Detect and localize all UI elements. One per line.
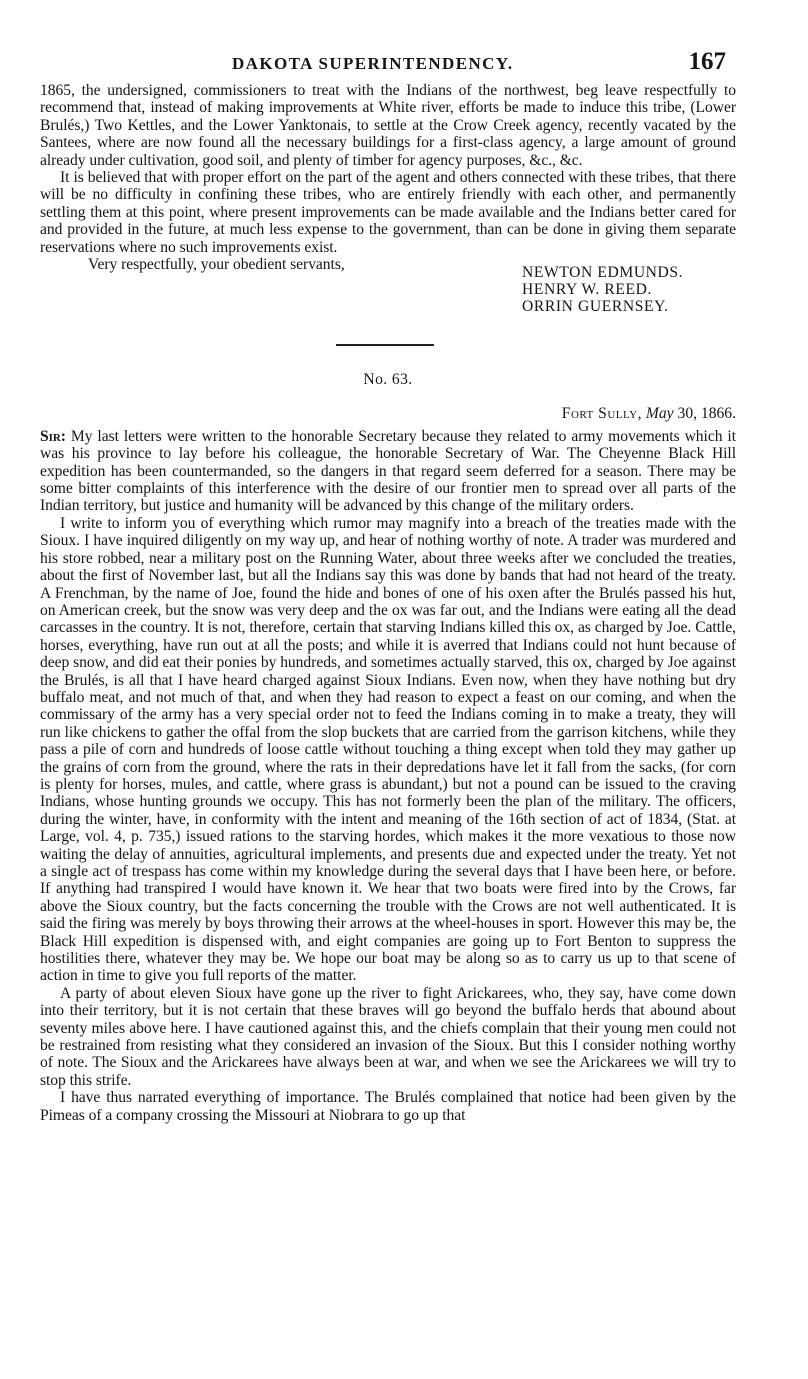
page-number: 167 [688, 48, 726, 75]
paragraph-text: My last letters were written to the honorable Secretary because they related to army movements which it was his province to lay before his colleague, the honorable Secretary of War. The Cheyenne Black Hill expedition has been countermanded, so the dangers in that regard seem deferred for a season. There may be some bitter complaints of this interference with the desire of our frontier men to spread over all parts of the Indian territory, but justice and humanity will be advanced by this change of the military orders. [40, 427, 736, 515]
paragraph: I have thus narrated everything of importance. The Brulés complained that notice had been given by the Pimeas of a company crossing the Missouri at Niobrara to go up that [40, 1089, 736, 1124]
dateline-place: Fort Sully, [561, 404, 642, 422]
paragraph: A party of about eleven Sioux have gone up the river to fight Arickarees, who, they say, have come down into their territory, but it is not certain that these braves will go beyond the buffalo herds that abound about seventy miles above here. I have cautioned against this, and the chiefs complain that their young men could not be restrained from resisting what they considered an invasion of the Sioux. But this I consider nothing worthy of note. The Sioux and the Arickarees have always been at war, and when we see the Arickarees we will try to stop this strife. [40, 984, 736, 1089]
paragraph: 1865, the undersigned, commissioners to treat with the Indians of the northwest, beg leave respectfully to recommend that, instead of making improvements at White river, efforts be made to induce this tribe, (Lower Brulés,) Two Kettles, and the Lower Yanktonais, to settle at the Crow Creek agency, recently vacated by the Santees, where are now found all the necessary buildings for a first-class agency, a large amount of ground already under cultivation, good soil, and plenty of timber for agency purposes, &c., &c. [40, 82, 736, 169]
letter-commissioners [40, 82, 736, 273]
running-head-title: DAKOTA SUPERINTENDENCY. [232, 54, 514, 73]
paragraph [40, 428, 736, 515]
signature-block [522, 265, 736, 315]
salutation: Sir: [40, 427, 66, 445]
signature-name: ORRIN GUERNSEY. [522, 298, 669, 316]
paragraph: It is believed that with proper effort on the part of the agent and others connected with these tribes, that there will be no difficulty in confining these tribes, who are entirely friendly with each other, and permanently settling them at this point, where present improvements can be made available and the Indians better cared for and provided in the future, at much less expense to the government, than can be done in giving them separate reservations where no such improvements exist. [40, 169, 736, 256]
letter-fort-sully [40, 428, 736, 1124]
running-head [40, 50, 736, 82]
closing-line: Very respectfully, your obedient servants, [88, 256, 345, 274]
paragraph: I write to inform you of everything which rumor may magnify into a breach of the treaties made with the Sioux. I have inquired diligently on my way up, and hear of nothing worthy of note. A trader was murdered and his store robbed, near a military post on the Running Water, about three weeks after we concluded the treaties, about the first of November last, but all the Indians say this was done by bands that had not heard of the treaty. A Frenchman, by the name of Joe, found the hide and bones of one of his oxen after the Brulés passed his hut, on American creek, but the snow was very deep and the ox was far out, and the Indians were eating all the dead carcasses in the country. It is not, therefore, certain that starving Indians killed this ox, as charged by Joe. Cattle, horses, everything, have run out at all the posts; and while it is averred that Indians could not hunt because of deep snow, and did eat their ponies by hundreds, and sometimes actually starved, this ox, charged by Joe against the Brulés, is all that I have heard charged against Sioux Indians. Even now, when they have nothing but dry buffalo meat, and not much of that, and when they had reason to expect a feast on our coming, and when the commissary of the army has a very special order not to feed the Indians coming in to make a treaty, they will run like chickens to gather the offal from the slop buckets that are carried from the garrison kitchens, while they pass a pile of corn and hundreds of loose cattle without touching a thing except when told they may gather up the grains of corn from the ground, where the rats in their depredations have let it fall from the sacks, (for corn is plenty for horses, mules, and cattle, where grass is abundant,) but not a pound can be issued to the craving Indians, whose hunting grounds we occupy. This has not formerly been the plan of the military. The officers, during the winter, have, in conformity with the intent and meaning of the 16th section of act of 1834, (Stat. at Large, vol. 4, p. 735,) issued rations to the starving hordes, which makes it the more vexatious to those now waiting the delay of annuities, agricultural implements, and presents due and expected under the treaty. Yet not a single act of trespass has come within my knowledge during the several days that I have been here, or before. If anything had transpired I would have known it. We hear that two boats were fired into by the Crows, far above the Sioux country, but the facts concerning the trouble with the Crows are not well authenticated. It is said the firing was merely by boys throwing their arrows at the wheel-houses in sport. However this may be, the Black Hill expedition is dispensed with, and eight companies are going up to Fort Benton to suppress the hostilities there, whatever they may be. We hope our boat may be along so as to carry us up to that scene of action in time to give you full reports of the matter. [40, 514, 736, 985]
signature-name: NEWTON EDMUNDS. [522, 264, 684, 282]
signature-name: HENRY W. REED. [522, 281, 652, 299]
dateline [40, 405, 736, 423]
dateline-day-year: 30, 1866. [677, 404, 736, 422]
document-number: No. 63. [363, 370, 413, 388]
section-divider [336, 344, 434, 346]
dateline-month: May [645, 404, 674, 422]
document-page [40, 50, 736, 1124]
